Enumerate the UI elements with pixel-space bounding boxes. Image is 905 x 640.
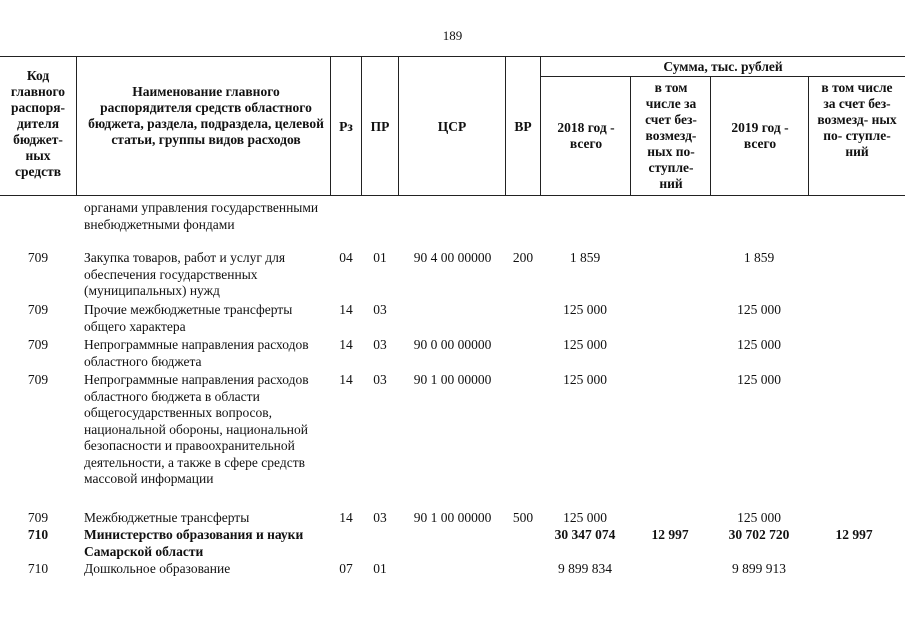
header-code: Код главного распоря- дителя бюджет- ных средств (10, 68, 66, 179)
header-2019-free: в том числе за счет без- возмезд- ных по- ступле- ний (817, 80, 897, 159)
row-2018-total: 1 859 (569, 250, 601, 265)
row-2018-total: 125 000 (563, 372, 607, 387)
col-divider (630, 76, 631, 196)
row-name: Дошкольное образование (84, 561, 231, 576)
header-pr: ПР (370, 119, 390, 134)
col-divider (540, 56, 541, 196)
header-2018-free: в том числе за счет без- возмезд- ных по- ступле- ний (645, 80, 697, 191)
row-2018-total: 125 000 (563, 510, 607, 525)
row-code: 710 (27, 527, 49, 542)
header-bottom-border (0, 195, 905, 196)
row-rz: 04 (339, 250, 353, 265)
row-2018-total: 125 000 (563, 302, 607, 317)
row-name: Межбюджетные трансферты (84, 510, 250, 525)
row-pr: 03 (373, 372, 387, 387)
row-2018-total: 9 899 834 (558, 561, 612, 576)
row-2019-total: 30 702 720 (728, 527, 790, 542)
row-name: Министерство образования и науки Самарской области (84, 527, 304, 559)
row-2019-total: 125 000 (737, 372, 781, 387)
row-rz: 14 (339, 337, 353, 352)
row-code: 709 (27, 372, 49, 387)
header-top-border (0, 56, 905, 57)
row-rz: 14 (339, 302, 353, 317)
row-csr: 90 0 00 00000 (413, 337, 492, 352)
header-rz: Рз (339, 119, 353, 134)
row-pr: 03 (373, 302, 387, 317)
page-number: 189 (442, 28, 463, 43)
row-name: органами управления государственными внебюджетными фондами (84, 200, 319, 232)
row-rz: 14 (339, 372, 353, 387)
row-2019-total: 125 000 (737, 302, 781, 317)
header-2018-total: 2018 год - всего (557, 120, 615, 151)
row-2019-total: 125 000 (737, 337, 781, 352)
row-2018-free: 12 997 (651, 527, 689, 542)
row-code: 709 (27, 250, 49, 265)
row-code: 709 (27, 302, 49, 317)
row-vr: 200 (512, 250, 534, 265)
row-rz: 14 (339, 510, 353, 525)
row-code: 710 (27, 561, 49, 576)
col-divider (76, 56, 77, 196)
row-name: Прочие межбюджетные трансферты общего характера (84, 302, 293, 334)
row-name: Непрограммные направления расходов областного бюджета в области общегосударственных вопросов, национальной обороны, национальной безопасности и правоохранительной деятельности, а также в сфере средств массовой информации (84, 372, 309, 486)
row-2019-free: 12 997 (835, 527, 873, 542)
sum-group-divider (540, 76, 905, 77)
header-sum-group: Сумма, тыс. рублей (663, 59, 783, 74)
row-code: 709 (27, 337, 49, 352)
row-2019-total: 9 899 913 (732, 561, 786, 576)
row-code: 709 (27, 510, 49, 525)
row-pr: 01 (373, 250, 387, 265)
row-2019-total: 1 859 (743, 250, 775, 265)
col-divider (808, 76, 809, 196)
row-2018-total: 30 347 074 (554, 527, 616, 542)
row-2018-total: 125 000 (563, 337, 607, 352)
row-pr: 01 (373, 561, 387, 576)
row-csr: 90 1 00 00000 (413, 510, 492, 525)
row-pr: 03 (373, 510, 387, 525)
header-name: Наименование главного распорядителя средств областного бюджета, раздела, подраздела, целевой статьи, группы видов расходов (88, 84, 324, 147)
header-2019-total: 2019 год - всего (731, 120, 789, 151)
row-name: Закупка товаров, работ и услуг для обеспечения государственных (муниципальных) нужд (84, 250, 286, 298)
header-vr: ВР (514, 119, 532, 134)
col-divider (710, 76, 711, 196)
row-csr: 90 4 00 00000 (413, 250, 492, 265)
row-vr: 500 (512, 510, 534, 525)
header-csr: ЦСР (437, 119, 467, 134)
row-pr: 03 (373, 337, 387, 352)
row-2019-total: 125 000 (737, 510, 781, 525)
row-csr: 90 1 00 00000 (413, 372, 492, 387)
row-rz: 07 (339, 561, 353, 576)
row-name: Непрограммные направления расходов областного бюджета (84, 337, 309, 369)
